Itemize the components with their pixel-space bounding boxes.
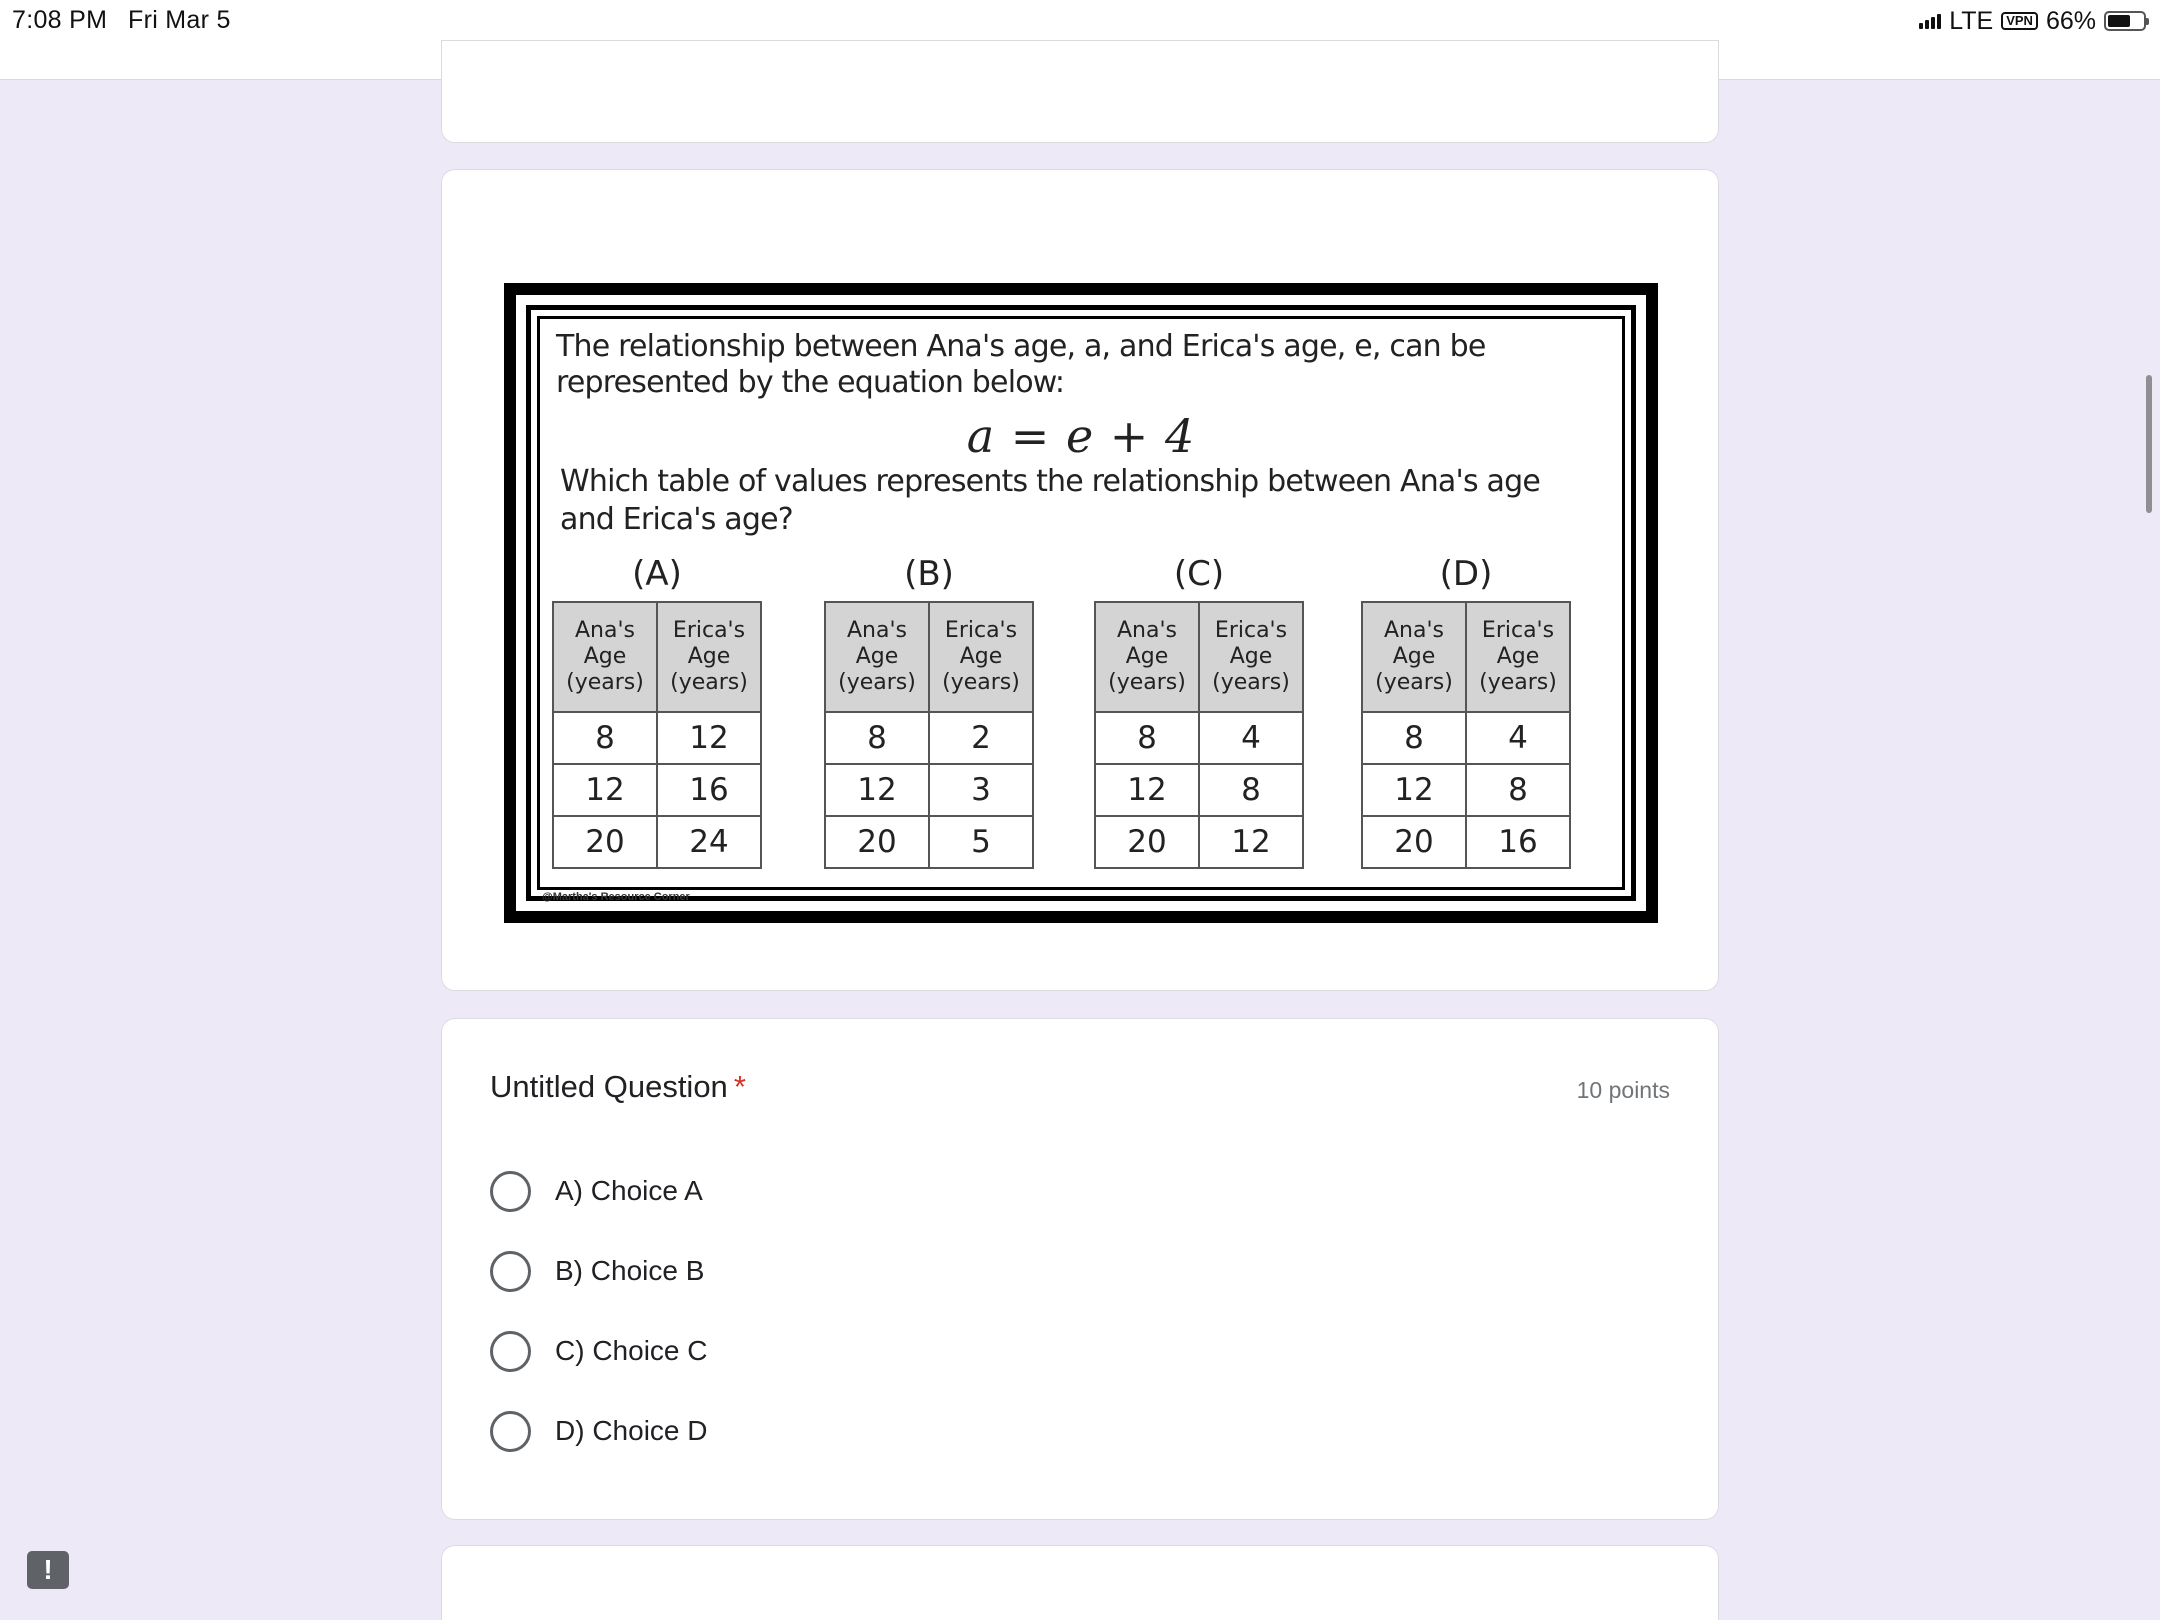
table-cell: 20 — [825, 816, 929, 868]
option-label[interactable]: C) Choice C — [555, 1335, 708, 1366]
worksheet-image — [504, 283, 1658, 923]
table-letter: (C) — [1173, 554, 1225, 594]
table-row — [1362, 712, 1570, 764]
table-row — [825, 764, 1033, 816]
table-row — [1095, 816, 1303, 868]
table-cell: 8 — [553, 712, 657, 764]
table-cell: 4 — [1199, 712, 1303, 764]
table-cell: 20 — [553, 816, 657, 868]
table-row — [1362, 764, 1570, 816]
worksheet-copyright: @Martha's Resource Corner — [542, 891, 690, 903]
column-header: Erica's Age (years) — [929, 602, 1033, 712]
required-asterisk: * — [733, 1069, 746, 1104]
table-letter: (A) — [632, 554, 682, 594]
worksheet-intro: The relationship between Ana's age, a, and Erica's age, e, can be represented by the equation below: — [556, 329, 1486, 400]
table-a — [552, 553, 762, 869]
battery-icon — [2104, 11, 2146, 31]
question-points: 10 points — [1576, 1077, 1670, 1103]
image-card — [441, 169, 1719, 991]
table-cell: 16 — [657, 764, 761, 816]
table-row — [825, 816, 1033, 868]
radio-button[interactable] — [490, 1331, 531, 1372]
table-cell: 12 — [825, 764, 929, 816]
table-cell: 20 — [1362, 816, 1466, 868]
table-cell: 20 — [1095, 816, 1199, 868]
table-cell: 3 — [929, 764, 1033, 816]
table-cell: 5 — [929, 816, 1033, 868]
vpn-badge: VPN — [2001, 12, 2038, 30]
option-d[interactable] — [490, 1409, 707, 1453]
table-row — [553, 712, 761, 764]
table-row — [553, 816, 761, 868]
table-cell: 8 — [1466, 764, 1570, 816]
table-cell: 8 — [1362, 712, 1466, 764]
table-row — [825, 712, 1033, 764]
table-row — [1362, 816, 1570, 868]
network-type: LTE — [1949, 6, 1994, 35]
option-label[interactable]: D) Choice D — [555, 1415, 708, 1446]
table-cell: 12 — [553, 764, 657, 816]
option-b[interactable] — [490, 1249, 704, 1293]
table-cell: 24 — [657, 816, 761, 868]
status-time: 7:08 PM — [12, 6, 108, 34]
table-cell: 12 — [1362, 764, 1466, 816]
table-cell: 4 — [1466, 712, 1570, 764]
table-cell: 12 — [657, 712, 761, 764]
table-row — [553, 764, 761, 816]
table-cell: 8 — [1095, 712, 1199, 764]
option-label[interactable]: B) Choice B — [555, 1255, 705, 1286]
table-cell: 16 — [1466, 816, 1570, 868]
status-date: Fri Mar 5 — [128, 6, 231, 34]
option-label[interactable]: A) Choice A — [555, 1175, 703, 1206]
table-cell: 12 — [1199, 816, 1303, 868]
battery-percent: 66% — [2045, 6, 2096, 35]
table-d — [1361, 553, 1571, 869]
table-cell: 12 — [1095, 764, 1199, 816]
column-header: Ana's Age (years) — [825, 602, 929, 712]
column-header: Erica's Age (years) — [657, 602, 761, 712]
question-title-text: Untitled Question — [490, 1069, 728, 1104]
radio-button[interactable] — [490, 1411, 531, 1452]
option-c[interactable] — [490, 1329, 707, 1373]
cellular-signal-icon — [1919, 13, 1941, 29]
column-header: Erica's Age (years) — [1466, 602, 1570, 712]
scrollbar[interactable] — [2146, 375, 2152, 513]
table-b — [824, 553, 1034, 869]
column-header: Erica's Age (years) — [1199, 602, 1303, 712]
next-card — [441, 1545, 1719, 1620]
option-a[interactable] — [490, 1169, 703, 1213]
radio-button[interactable] — [490, 1251, 531, 1292]
previous-card — [441, 40, 1719, 143]
column-header: Ana's Age (years) — [1362, 602, 1466, 712]
table-cell: 2 — [929, 712, 1033, 764]
feedback-icon[interactable]: ! — [27, 1551, 69, 1589]
table-c — [1094, 553, 1304, 869]
status-indicators — [1919, 6, 2146, 36]
table-cell: 8 — [825, 712, 929, 764]
column-header: Ana's Age (years) — [553, 602, 657, 712]
table-letter: (D) — [1439, 554, 1493, 594]
question-title — [490, 1069, 746, 1105]
worksheet-prompt: Which table of values represents the relationship between Ana's age and Erica's age? — [560, 464, 1540, 537]
table-cell: 8 — [1199, 764, 1303, 816]
table-row — [1095, 764, 1303, 816]
column-header: Ana's Age (years) — [1095, 602, 1199, 712]
question-card — [441, 1018, 1719, 1520]
table-row — [1095, 712, 1303, 764]
table-letter: (B) — [904, 554, 954, 594]
worksheet-equation: a = e + 4 — [966, 409, 1196, 463]
radio-button[interactable] — [490, 1171, 531, 1212]
